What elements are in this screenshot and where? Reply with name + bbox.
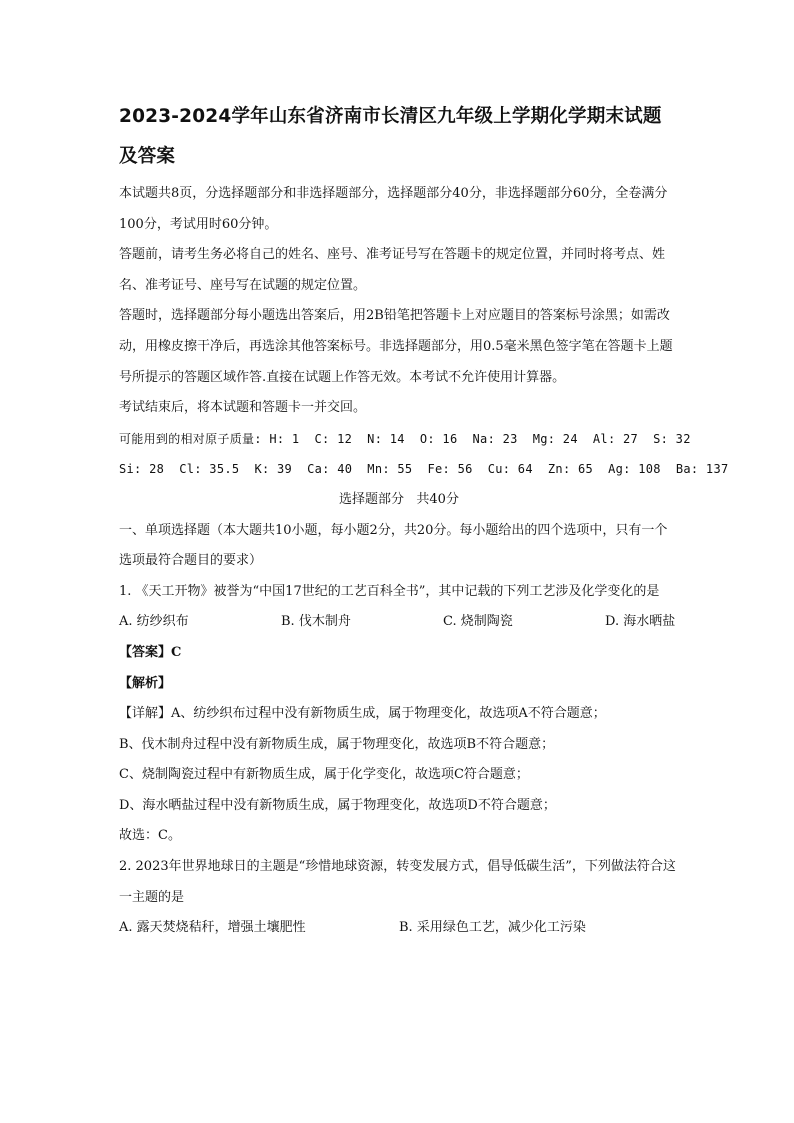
question-1-option-c: C. 烧制陶瓷 (443, 614, 513, 630)
instruction-1: 本试题共8页，分选择题部分和非选择题部分，选择题部分40分，非选择题部分60分，全卷满分100分，考试用时60分钟。 (119, 186, 668, 232)
question-1-detail-d: D、海水晒盐过程中没有新物质生成，属于物理变化，故选项D不符合题意； (119, 797, 556, 813)
section-heading: 选择题部分 共40分 (339, 491, 459, 507)
question-2-option-a: A. 露天焚烧秸秆，增强土壤肥性 (119, 920, 306, 936)
question-1-option-d: D. 海水晒盐 (605, 614, 676, 630)
question-1-option-b: B. 伐木制舟 (281, 614, 351, 630)
atomic-masses-line-2: Si: 28 Cl: 35.5 K: 39 Ca: 40 Mn: 55 Fe: 56 Cu: 64 Zn: 65 Ag: 108 Ba: 137 (119, 462, 729, 477)
document-content (119, 97, 729, 944)
question-1-analysis-label: 【解析】 (119, 675, 172, 691)
question-1-detail-c: C、烧制陶瓷过程中有新物质生成，属于化学变化，故选项C符合题意； (119, 767, 529, 783)
question-2-stem: 2. 2023年世界地球日的主题是“珍惜地球资源，转变发展方式，倡导低碳生活”，下列做法符合这一主题的是 (119, 859, 676, 905)
question-2-options (119, 913, 679, 944)
question-1-detail-a: 【详解】A、纺纱织布过程中没有新物质生成，属于物理变化，故选项A不符合题意； (119, 706, 606, 722)
question-1-stem: 1. 《天工开物》被誉为“中国17世纪的工艺百科全书”，其中记载的下列工艺涉及化学变化的是 (119, 583, 660, 599)
instruction-2: 答题前，请考生务必将自己的姓名、座号、准考证号写在答题卡的规定位置，并同时将考点、姓名、准考证号、座号写在试题的规定位置。 (119, 247, 666, 293)
part-one-intro: 一、单项选择题（本大题共10小题，每小题2分，共20分。每小题给出的四个选项中，只有一个选项最符合题目的要求） (119, 522, 668, 569)
question-1-options (119, 607, 679, 638)
question-1-answer: 【答案】C (119, 644, 182, 660)
document-title: 2023-2024学年山东省济南市长清区九年级上学期化学期末试题及答案 (119, 106, 662, 167)
instruction-4: 考试结束后，将本试题和答题卡一并交回。 (119, 400, 367, 416)
instruction-3: 答题时，选择题部分每小题选出答案后，用2B铅笔把答题卡上对应题目的答案标号涂黑；如需改动，用橡皮擦干净后，再选涂其他答案标号。非选择题部分，用0.5毫米黑色签字笔在答题卡上题号所提示的答题区域作答.直接在试题上作答无效。本考试不允许使用计算器。 (119, 308, 673, 385)
question-2-option-b: B. 采用绿色工艺，减少化工污染 (399, 920, 586, 936)
question-1-option-a: A. 纺纱织布 (119, 614, 189, 630)
question-1-conclusion: 故选：C。 (119, 828, 181, 844)
atomic-masses-line-1: 可能用到的相对原子质量: H: 1 C: 12 N: 14 O: 16 Na: 23 Mg: 24 Al: 27 S: 32 (119, 431, 691, 446)
question-1-detail-b: B、伐木制舟过程中没有新物质生成，属于物理变化，故选项B不符合题意； (119, 736, 555, 752)
